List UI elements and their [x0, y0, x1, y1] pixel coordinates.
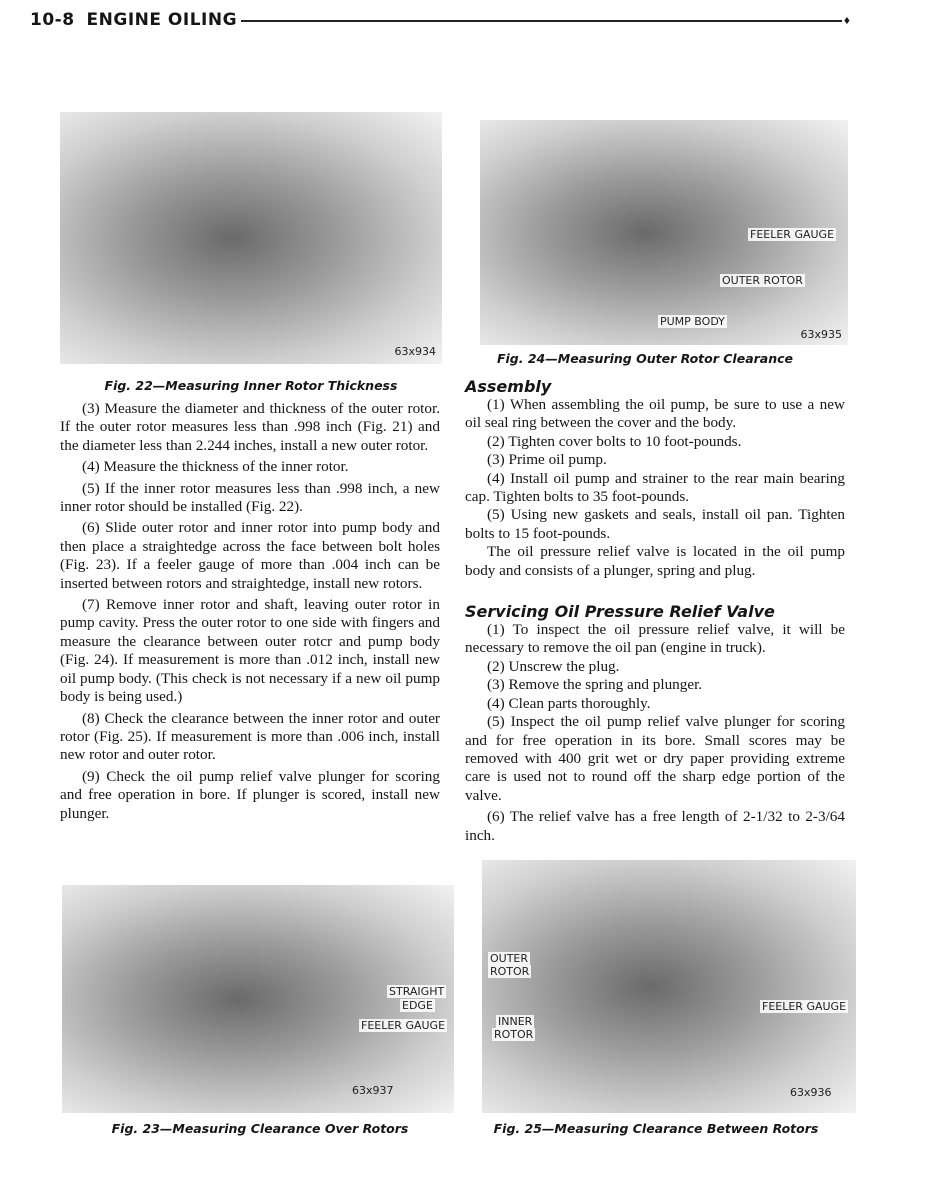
fig23-label-feeler-gauge: FEELER GAUGE	[361, 1019, 446, 1032]
fig22-caption: Fig. 22—Measuring Inner Rotor Thickness	[104, 378, 398, 393]
left-column	[60, 400, 440, 823]
fig23-code: 63x937	[352, 1084, 394, 1097]
assembly-step-4: (4) Install oil pump and strainer to the rear main bearing cap. Tighten bolts to 35 foot-pounds.	[465, 469, 845, 506]
fig22-photo	[60, 112, 442, 364]
step-8: (8) Check the clearance between the inner rotor and outer rotor (Fig. 25). If measurement is more than .006 inch, install new rotor and outer rotor.	[60, 709, 440, 764]
fig25-label-outer-rotor: ROTOR	[490, 965, 530, 978]
step-7: (7) Remove inner rotor and shaft, leaving outer rotor in pump cavity. Press the outer rotor to one side with fingers and measure the clearance between outer rotcr and pump body (Fig. 24). If measurement is more than .012 inch, install new oil pump body. (This check is not necessary if a new oil pump body is being used.)	[60, 596, 440, 706]
servicing-step-6: (6) The relief valve has a free length of 2-1/32 to 2-3/64 inch.	[465, 808, 845, 844]
fig23-label-edge: EDGE	[402, 999, 433, 1012]
servicing-step-4: (4) Clean parts thoroughly.	[487, 694, 651, 712]
fig25-caption: Fig. 25—Measuring Clearance Between Rotors	[493, 1121, 819, 1136]
fig25-code: 63x936	[790, 1086, 832, 1099]
step-5: (5) If the inner rotor measures less than .998 inch, a new inner rotor should be installed (Fig. 22).	[60, 479, 440, 516]
servicing-step-5: (5) Inspect the oil pump relief valve plunger for scoring and for free operation in its bore. Small scores may be removed with 400 grit wet or dry paper providing extreme care is used not to round off the sharp edge portion of the valve.	[465, 713, 845, 804]
servicing-step-2: (2) Unscrew the plug.	[487, 657, 620, 675]
step-9: (9) Check the oil pump relief valve plunger for scoring and free operation in bore. If plunger is scored, install new plunger.	[60, 767, 440, 822]
page-number: 10-8	[30, 10, 75, 30]
right-column	[465, 377, 845, 845]
assembly-heading: Assembly	[465, 377, 552, 396]
fig24-label-pump-body: PUMP BODY	[660, 315, 725, 328]
fig24-label-outer-rotor: OUTER ROTOR	[722, 274, 803, 287]
assembly-step-3: (3) Prime oil pump.	[487, 451, 607, 469]
fig23-photo	[62, 885, 454, 1113]
fig23-label-straight: STRAIGHT	[389, 985, 445, 998]
assembly-step-1: (1) When assembling the oil pump, be sure to use a new oil seal ring between the cover and the body.	[465, 396, 845, 432]
fig24-photo	[480, 120, 848, 345]
fig25-label-inner-rotor: ROTOR	[494, 1028, 534, 1041]
section-title: ENGINE OILING	[86, 10, 238, 30]
assembly-step-2: (2) Tighten cover bolts to 10 foot-pounds.	[487, 432, 742, 450]
assembly-note: The oil pressure relief valve is located in the oil pump body and consists of a plunger, spring and plug.	[465, 543, 845, 579]
fig25-label-feeler-gauge: FEELER GAUGE	[762, 1000, 847, 1013]
servicing-step-3: (3) Remove the spring and plunger.	[487, 676, 703, 694]
fig24-code: 63x935	[800, 328, 842, 341]
fig25-label-inner: INNER	[498, 1015, 533, 1028]
header-rule	[241, 20, 842, 22]
servicing-step-1: (1) To inspect the oil pressure relief valve, it will be necessary to remove the oil pan (engine in truck).	[465, 621, 845, 657]
fig24-caption: Fig. 24—Measuring Outer Rotor Clearance	[496, 351, 794, 366]
servicing-heading: Servicing Oil Pressure Relief Valve	[465, 602, 775, 622]
page-header	[30, 8, 850, 32]
fig25-photo	[482, 860, 856, 1113]
fig23-caption: Fig. 23—Measuring Clearance Over Rotors	[111, 1121, 409, 1136]
fig25-label-outer: OUTER	[490, 952, 529, 965]
fig24-label-feeler-gauge: FEELER GAUGE	[750, 228, 835, 241]
step-3: (3) Measure the diameter and thickness of the outer rotor. If the outer rotor measures less than .998 inch (Fig. 21) and the diameter less than 2.244 inches, install a new outer rotor.	[60, 400, 440, 454]
assembly-step-5: (5) Using new gaskets and seals, install oil pan. Tighten bolts to 15 foot-pounds.	[465, 506, 845, 542]
diamond-icon: ♦	[843, 12, 850, 27]
step-4: (4) Measure the thickness of the inner rotor.	[82, 458, 349, 476]
step-6: (6) Slide outer rotor and inner rotor into pump body and then place a straightedge across the face between bolt holes (Fig. 23). If a feeler gauge of more than .004 inch can be inserted between rotors and straightedge, install new rotors.	[60, 519, 440, 592]
fig22-code: 63x934	[394, 345, 436, 358]
